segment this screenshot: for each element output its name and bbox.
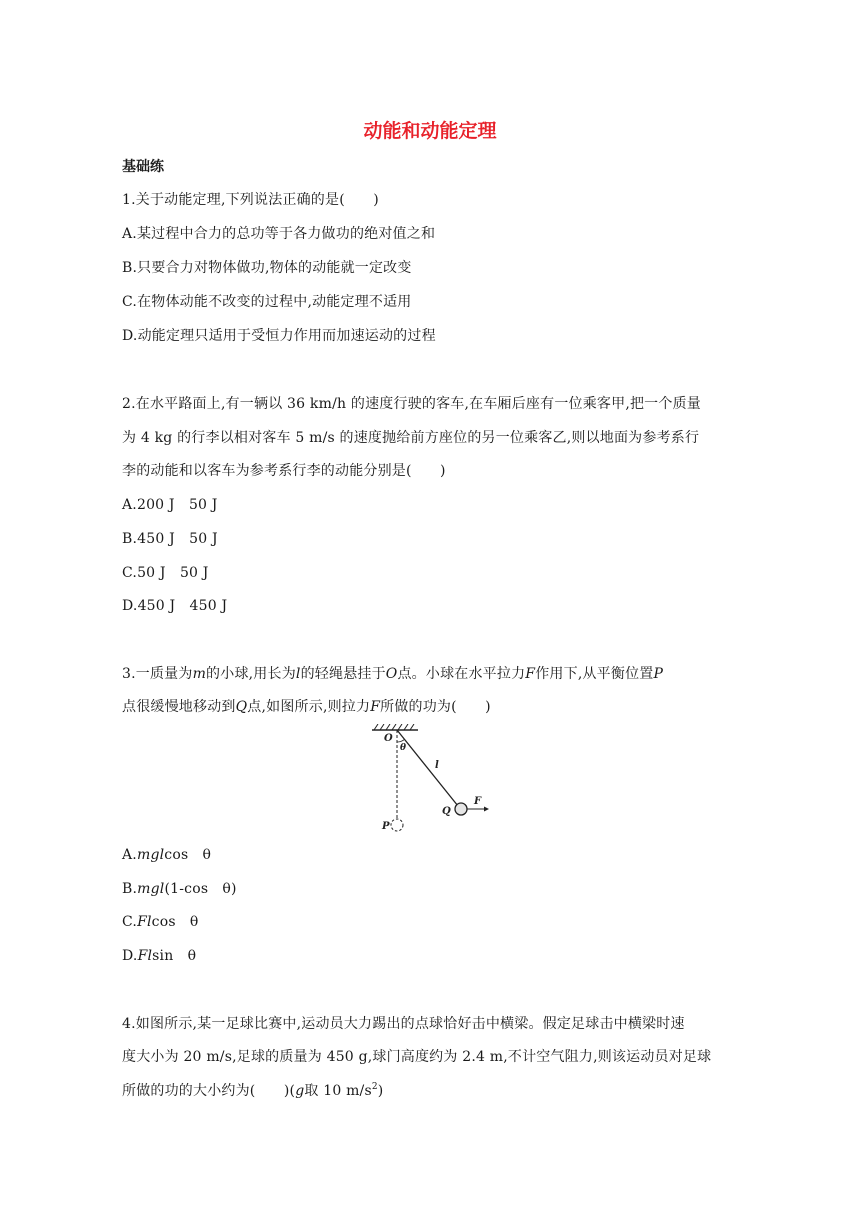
label-l: l bbox=[435, 760, 439, 771]
question-3-option-b bbox=[122, 879, 237, 899]
q3-text: 所做的功为( ) bbox=[380, 699, 491, 715]
option-text: cos θ bbox=[164, 847, 212, 863]
q3-var-p: P bbox=[653, 666, 664, 682]
option-prefix: A. bbox=[122, 847, 137, 863]
q3-text: 的小球,用长为 bbox=[206, 666, 296, 682]
option-prefix: C. bbox=[122, 914, 138, 930]
label-q: Q bbox=[442, 806, 451, 817]
question-1-option-a: A.某过程中合力的总功等于各力做功的绝对值之和 bbox=[122, 226, 436, 242]
option-text: sin θ bbox=[152, 948, 197, 964]
q4-text: ) bbox=[377, 1083, 384, 1099]
question-3-stem-line-2 bbox=[122, 697, 491, 717]
label-o: O bbox=[384, 733, 393, 744]
question-4-stem-line-2: 度大小为 20 m/s,足球的质量为 450 g,球门高度约为 2.4 m,不计空气阻力,则该运动员对足球 bbox=[122, 1049, 712, 1065]
q3-var-f: F bbox=[370, 699, 381, 715]
question-2-stem-line-3: 李的动能和以客车为参考系行李的动能分别是( ) bbox=[122, 463, 446, 479]
section-heading: 基础练 bbox=[122, 159, 164, 175]
question-2-option-d: D.450 J 450 J bbox=[122, 598, 228, 614]
question-1-option-d: D.动能定理只适用于受恒力作用而加速运动的过程 bbox=[122, 328, 436, 344]
q3-text: 作用下,从平衡位置 bbox=[535, 666, 654, 682]
question-1-option-c: C.在物体动能不改变的过程中,动能定理不适用 bbox=[122, 294, 412, 310]
question-4-stem-line-3 bbox=[122, 1081, 383, 1101]
page-title: 动能和动能定理 bbox=[363, 120, 497, 142]
question-3-option-a bbox=[122, 845, 211, 865]
label-p: P bbox=[382, 821, 390, 832]
label-theta: θ bbox=[400, 743, 407, 753]
option-text: (1-cos θ) bbox=[164, 881, 237, 897]
option-prefix: D. bbox=[122, 948, 138, 964]
question-2-option-b: B.450 J 50 J bbox=[122, 531, 218, 547]
option-variable: Fl bbox=[137, 948, 153, 964]
q3-text: 点很缓慢地移动到 bbox=[122, 699, 236, 715]
q3-var-f: F bbox=[525, 666, 536, 682]
q3-var-l: l bbox=[295, 666, 301, 682]
question-2-option-c: C.50 J 50 J bbox=[122, 565, 209, 581]
q3-var-m: m bbox=[192, 666, 207, 682]
question-3-option-d bbox=[122, 946, 196, 966]
q3-text: 的轻绳悬挂于 bbox=[300, 666, 386, 682]
option-variable: mgl bbox=[137, 881, 165, 897]
pendulum-figure bbox=[370, 724, 500, 840]
question-3-option-c bbox=[122, 912, 199, 932]
q4-text: 所做的功的大小约为( )( bbox=[122, 1083, 296, 1099]
label-f: F bbox=[474, 796, 482, 807]
option-text: cos θ bbox=[151, 914, 199, 930]
option-prefix: B. bbox=[122, 881, 138, 897]
q3-text: 点。小球在水平拉力 bbox=[397, 666, 526, 682]
question-2-stem-line-1: 2.在水平路面上,有一辆以 36 km/h 的速度行驶的客车,在车厢后座有一位乘客甲,把一个质量 bbox=[122, 396, 701, 412]
question-1-stem: 1.关于动能定理,下列说法正确的是( ) bbox=[122, 192, 379, 208]
q3-text: 点,如图所示,则拉力 bbox=[247, 699, 371, 715]
question-4-stem-line-1: 4.如图所示,某一足球比赛中,运动员大力踢出的点球恰好击中横梁。假定足球击中横梁时速 bbox=[122, 1016, 685, 1032]
q3-text: 3.一质量为 bbox=[122, 666, 193, 682]
q3-var-q: Q bbox=[235, 699, 248, 715]
question-2-option-a: A.200 J 50 J bbox=[122, 497, 218, 513]
q4-text: 取 10 m/s bbox=[304, 1083, 372, 1099]
option-variable: mgl bbox=[136, 847, 165, 863]
q3-var-o: O bbox=[385, 666, 398, 682]
question-2-stem-line-2: 为 4 kg 的行李以相对客车 5 m/s 的速度抛给前方座位的另一位乘客乙,则以地面为参考系行 bbox=[122, 430, 700, 446]
q4-superscript: 2 bbox=[371, 1082, 378, 1092]
question-1-option-b: B.只要合力对物体做功,物体的动能就一定改变 bbox=[122, 260, 412, 276]
question-3-stem-line-1 bbox=[122, 664, 663, 684]
option-variable: Fl bbox=[137, 914, 152, 930]
q4-var-g: g bbox=[295, 1083, 305, 1099]
